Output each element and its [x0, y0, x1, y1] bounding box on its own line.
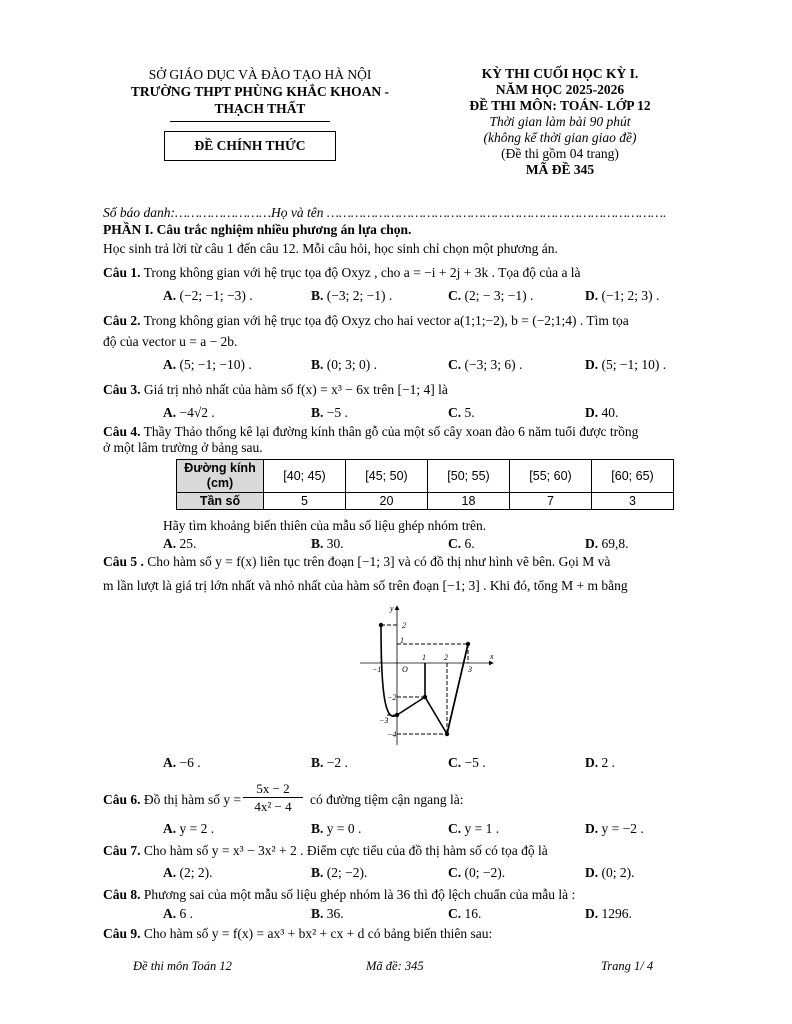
q5-option-c[interactable]: C. −5 . [448, 755, 486, 770]
q2-option-c[interactable]: C. (−3; 3; 6) . [448, 357, 523, 372]
question-5-text-cont: m lần lượt là giá trị lớn nhất và nhỏ nhất của hàm số trên đoạn [−1; 3] . Khi đó, tổng M + m bằng [103, 578, 628, 593]
q1-option-d[interactable]: D. (−1; 2; 3) . [585, 288, 660, 303]
exam-title: KỲ THI CUỐI HỌC KỲ I. [481, 66, 639, 81]
question-4: Câu 4. Thầy Thảo thống kê lại đường kính thân gỗ của một số cây xoan đào 6 năm tuổi được trồng [103, 424, 639, 439]
q8-option-d[interactable]: D. 1296. [585, 906, 632, 921]
exam-code: MÃ ĐỀ 345 [525, 162, 595, 177]
footer-exam-code: Mã đề: 345 [366, 959, 424, 973]
exam-subject: ĐỀ THI MÔN: TOÁN- LỚP 12 [469, 98, 651, 113]
q6-option-d[interactable]: D. y = −2 . [585, 821, 644, 836]
part1-title: PHẦN I. Câu trắc nghiệm nhiều phương án lựa chọn. [103, 222, 412, 237]
q6-option-c[interactable]: C. y = 1 . [448, 821, 500, 836]
question-4-text-cont: ở một lâm trường ở bảng sau. [103, 440, 263, 455]
q3-option-d[interactable]: D. 40. [585, 405, 619, 420]
q2-option-d[interactable]: D. (5; −1; 10) . [585, 357, 667, 372]
graph-curve [381, 625, 468, 734]
question-9: Câu 9. Cho hàm số y = f(x) = ax³ + bx² + cx + d có bảng biến thiên sau: [103, 926, 493, 941]
tick-x2: 2 [444, 653, 448, 662]
origin-label: O [402, 665, 408, 674]
exam-duration: Thời gian làm bài 90 phút [489, 114, 631, 129]
tick-ym4: −4 [387, 730, 397, 739]
q5-option-b[interactable]: B. −2 . [311, 755, 348, 770]
exam-duration-note: (không kể thời gian giao đề) [483, 130, 637, 145]
footer-subject: Đề thi môn Toán 12 [133, 959, 232, 973]
exam-header [430, 66, 690, 178]
question-7-text: Cho hàm số y = x³ − 3x² + 2 . Điểm cực tiểu của đồ thị hàm số có tọa độ là [143, 843, 548, 858]
table-cell: 20 [346, 493, 428, 510]
part1-instruction: Học sinh trả lời từ câu 1 đến câu 12. Mỗi câu hỏi, học sinh chỉ chọn một phương án. [103, 241, 558, 256]
question-5-text: Cho hàm số y = f(x) liên tục trên đoạn [−1; 3] và có đồ thị như hình vẽ bên. Gọi M và [147, 554, 611, 569]
header-divider [170, 121, 330, 122]
footer-page-number: Trang 1/ 4 [601, 959, 654, 973]
tick-y1: 1 [400, 636, 404, 645]
page-count: (Đề thi gồm 04 trang) [501, 146, 619, 161]
tick-y2: 2 [402, 621, 406, 630]
question-6-text: có đường tiệm cận ngang là: [310, 792, 464, 807]
table-cell: [50; 55) [428, 460, 510, 493]
q3-option-c[interactable]: C. 5. [448, 405, 475, 420]
question-2: Câu 2. Trong không gian với hệ trục tọa độ Oxyz cho hai vector a(1;1;−2), b = (−2;1;4) . Tìm tọa [103, 313, 629, 328]
y-label: y [390, 604, 394, 613]
function-graph [355, 603, 500, 748]
question-1-text: Trong không gian với hệ trục tọa độ Oxyz , cho a = −i + 2j + 3k . Tọa độ của a là [143, 265, 581, 280]
table-header-diameter: Đường kính (cm) [177, 460, 264, 493]
table-cell: [45; 50) [346, 460, 428, 493]
table-cell: 18 [428, 493, 510, 510]
fraction-denominator: 4x² − 4 [254, 799, 292, 814]
question-3-text: Giá trị nhỏ nhất của hàm số f(x) = x³ − 6x trên [−1; 4] là [143, 382, 448, 397]
school-district: THẠCH THẤT [214, 101, 306, 116]
q5-option-d[interactable]: D. 2 . [585, 755, 615, 770]
q7-option-a[interactable]: A. (2; 2). [163, 865, 213, 880]
tick-ym2: −2 [387, 693, 397, 702]
x-label: x [490, 652, 494, 661]
question-4-text: Thầy Thảo thống kê lại đường kính thân gỗ của một số cây xoan đào 6 năm tuổi được trồng [143, 424, 639, 439]
q1-option-c[interactable]: C. (2; − 3; −1) . [448, 288, 534, 303]
q6-option-a[interactable]: A. y = 2 . [163, 821, 215, 836]
tick-xm1: −1 [372, 665, 382, 674]
department-name: SỞ GIÁO DỤC VÀ ĐÀO TẠO HÀ NỘI [148, 67, 372, 82]
tick-ym3: −3 [379, 716, 389, 725]
q2-option-b[interactable]: B. (0; 3; 0) . [311, 357, 378, 372]
q4-option-c[interactable]: C. 6. [448, 536, 475, 551]
tick-x3: 3 [468, 665, 472, 674]
q6-option-b[interactable]: B. y = 0 . [311, 821, 362, 836]
q7-option-c[interactable]: C. (0; −2). [448, 865, 506, 880]
table-header-frequency: Tần số [177, 493, 264, 510]
q8-option-c[interactable]: C. 16. [448, 906, 482, 921]
question-6: Câu 6. Đồ thị hàm số y = [103, 792, 242, 807]
fraction-numerator: 5x − 2 [243, 780, 303, 798]
q4-option-d[interactable]: D. 69,8. [585, 536, 629, 551]
official-badge: ĐỀ CHÍNH THỨC [164, 131, 336, 161]
q2-option-a[interactable]: A. (5; −1; −10) . [163, 357, 252, 372]
table-cell: 7 [510, 493, 592, 510]
table-cell: [60; 65) [592, 460, 674, 493]
question-8-text: Phương sai của một mẫu số liệu ghép nhóm là 36 thì độ lệch chuẩn của mẫu là : [143, 887, 576, 902]
question-9-text: Cho hàm số y = f(x) = ax³ + bx² + cx + d có bảng biến thiên sau: [143, 926, 493, 941]
school-year: NĂM HỌC 2025-2026 [495, 82, 625, 97]
q1-option-b[interactable]: B. (−3; 2; −1) . [311, 288, 393, 303]
question-5: Câu 5 . Cho hàm số y = f(x) liên tục trên đoạn [−1; 3] và có đồ thị như hình vẽ bên. Gọi M và [103, 554, 611, 569]
question-3: Câu 3. Giá trị nhỏ nhất của hàm số f(x) = x³ − 6x trên [−1; 4] là [103, 382, 448, 397]
q3-option-b[interactable]: B. −5 . [311, 405, 348, 420]
table-cell: 3 [592, 493, 674, 510]
tick-x1: 1 [422, 653, 426, 662]
q4-option-a[interactable]: A. 25. [163, 536, 197, 551]
question-4-sub: Hãy tìm khoảng biến thiên của mẫu số liệu ghép nhóm trên. [163, 518, 487, 533]
table-cell: 5 [264, 493, 346, 510]
table-cell: [40; 45) [264, 460, 346, 493]
q4-option-b[interactable]: B. 30. [311, 536, 344, 551]
question-2-text: Trong không gian với hệ trục tọa độ Oxyz cho hai vector a(1;1;−2), b = (−2;1;4) . Tìm tọa [143, 313, 629, 328]
q1-option-a[interactable]: A. (−2; −1; −3) . [163, 288, 253, 303]
school-name: TRƯỜNG THPT PHÙNG KHẮC KHOAN - [130, 84, 390, 99]
q7-option-b[interactable]: B. (2; −2). [311, 865, 368, 880]
question-8: Câu 8. Phương sai của một mẫu số liệu ghép nhóm là 36 thì độ lệch chuẩn của mẫu là : [103, 887, 576, 902]
graph-segment [447, 644, 468, 734]
q8-option-a[interactable]: A. 6 . [163, 906, 193, 921]
school-header [100, 66, 420, 117]
q7-option-d[interactable]: D. (0; 2). [585, 865, 635, 880]
fraction [243, 780, 303, 815]
question-7: Câu 7. Cho hàm số y = x³ − 3x² + 2 . Điểm cực tiểu của đồ thị hàm số có tọa độ là [103, 843, 548, 858]
q8-option-b[interactable]: B. 36. [311, 906, 344, 921]
question-2-text-cont: độ của vector u = a − 2b. [103, 334, 238, 349]
candidate-info-line: Số báo danh:……………………Họ và tên …………………………………………………………………………. [103, 205, 667, 220]
table-cell: [55; 60) [510, 460, 592, 493]
q3-option-a[interactable]: A. −4√2 . [163, 405, 215, 420]
frequency-table [176, 459, 674, 510]
q5-option-a[interactable]: A. −6 . [163, 755, 201, 770]
question-1: Câu 1. Trong không gian với hệ trục tọa độ Oxyz , cho a = −i + 2j + 3k . Tọa độ của a là [103, 265, 581, 280]
